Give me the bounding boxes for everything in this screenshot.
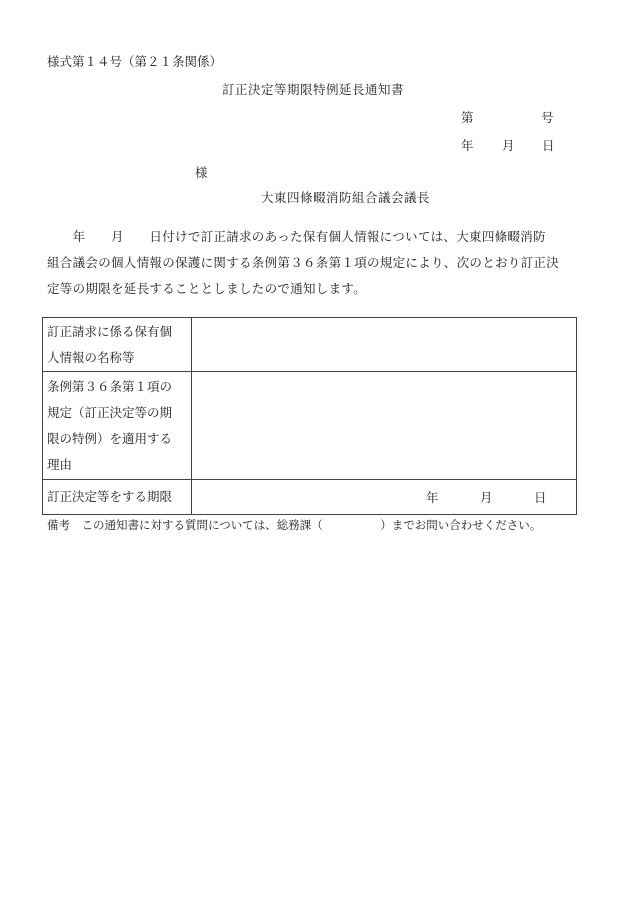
row-label-line: 条例第３６条第１項の bbox=[47, 378, 173, 394]
row-value-deadline[interactable] bbox=[192, 480, 577, 515]
document-title: 訂正決定等期限特例延長通知書 bbox=[222, 82, 405, 97]
table-row-deadline bbox=[43, 480, 577, 515]
row-label-line: 限の特例）を適用する bbox=[47, 430, 173, 446]
row-label-line: 規定（訂正決定等の期 bbox=[47, 404, 173, 420]
number-prefix: 第 bbox=[461, 110, 474, 125]
row-label-line: 人情報の名称等 bbox=[47, 349, 135, 365]
form-number: 様式第１４号（第２１条関係） bbox=[47, 54, 223, 69]
remarks-note: 備考 この通知書に対する質問については、総務課（ ）までお問い合わせください。 bbox=[47, 518, 542, 532]
row-label-line: 理由 bbox=[47, 456, 73, 472]
detail-table bbox=[42, 317, 577, 515]
deadline-day: 日 bbox=[534, 490, 547, 505]
body-line-1: 年 月 日付けで訂正請求のあった保有個人情報については、大東四條畷消防 bbox=[47, 229, 546, 244]
table-row-info-name bbox=[43, 318, 577, 372]
issue-date-day: 日 bbox=[542, 138, 555, 153]
row-label-line: 訂正請求に係る保有個 bbox=[47, 323, 173, 339]
row-label-deadline: 訂正決定等をする期限 bbox=[43, 480, 192, 515]
deadline-year: 年 bbox=[426, 490, 439, 505]
number-suffix: 号 bbox=[541, 110, 554, 125]
issue-date-year: 年 bbox=[461, 138, 474, 153]
row-label-reason bbox=[43, 372, 192, 480]
addressee-suffix: 様 bbox=[195, 165, 208, 180]
deadline-month: 月 bbox=[480, 490, 493, 505]
issue-date-month: 月 bbox=[502, 138, 515, 153]
table-row-reason bbox=[43, 372, 577, 480]
row-label-info-name bbox=[43, 318, 192, 372]
body-text bbox=[47, 224, 582, 302]
row-value-info-name[interactable] bbox=[192, 318, 577, 372]
body-line-2: 組合議会の個人情報の保護に関する条例第３６条第１項の規定により、次のとおり訂正決 bbox=[47, 255, 560, 270]
issuer-name: 大東四條畷消防組合議会議長 bbox=[261, 190, 431, 205]
body-line-3: 定等の期限を延長することとしましたので通知します。 bbox=[47, 281, 367, 296]
row-value-reason[interactable] bbox=[192, 372, 577, 480]
deadline-date bbox=[196, 487, 572, 507]
